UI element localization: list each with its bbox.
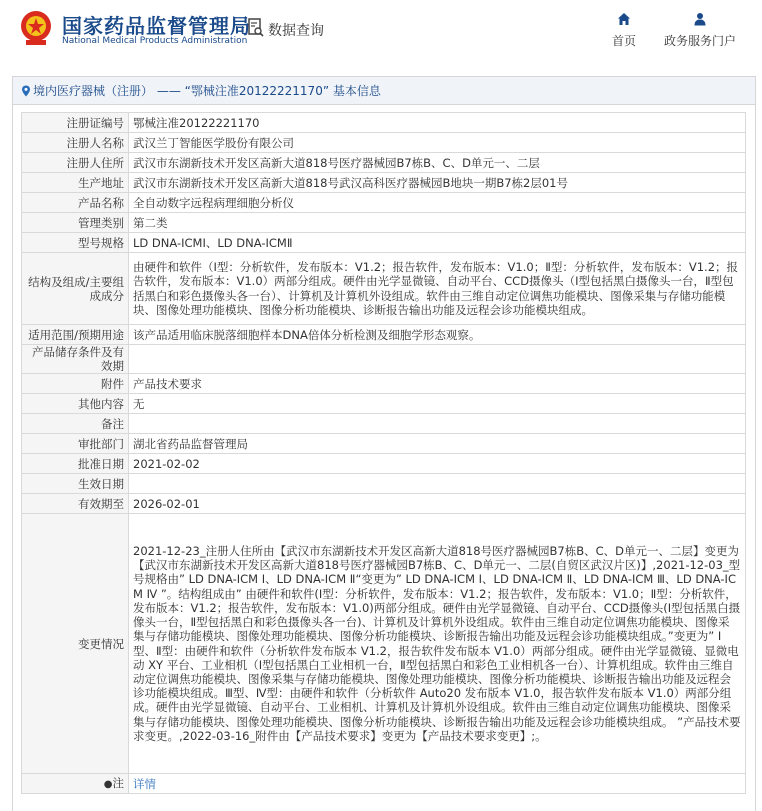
data-query-label: 数据查询	[268, 23, 324, 39]
table-row	[22, 233, 746, 253]
row-label: 其他内容	[22, 394, 129, 414]
row-value: 湖北省药品监督管理局	[129, 434, 746, 454]
row-label: 产品名称	[22, 193, 129, 213]
row-value: LD DNA-ICMⅠ、LD DNA-ICMⅡ	[129, 233, 746, 253]
row-value: 产品技术要求	[129, 374, 746, 394]
table-row	[22, 113, 746, 133]
row-label: 生效日期	[22, 474, 129, 494]
nav-home[interactable]	[607, 12, 641, 49]
record-table	[21, 112, 746, 794]
table-row	[22, 514, 746, 774]
nav-home-label: 首页	[611, 34, 636, 48]
table-row	[22, 454, 746, 474]
row-value: 2021-02-02	[129, 454, 746, 474]
row-label: 型号规格	[22, 233, 129, 253]
table-row	[22, 774, 746, 794]
row-value: 2021-12-23_注册人住所由【武汉市东湖新技术开发区高新大道818号医疗器械园B7栋B、C、D单元一、二层】变更为【武汉市东湖新技术开发区高新大道818号医疗器械园B7栋B、C、D单元一、二层(自贸区武汉片区)】,2021-12-03_型号规格由” LD DNA-ICM Ⅰ、LD DNA-ICM Ⅱ“变更为” LD DNA-ICM Ⅰ、LD DNA-ICM Ⅱ、LD DNA-ICM Ⅲ、LD DNA-ICM Ⅳ ”。结构组成由” 由硬件和软件(Ⅰ型：分析软件，发布版本：V1.2；报告软件，发布版本：V1.0；Ⅱ型：分析软件，发布版本：V1.2；报告软件，发布版本：V1.0)两部分组成。硬件由光学显微镜、自动平台、CCD摄像头(Ⅰ型包括黑白摄像头一台，Ⅱ型包括黑白和彩色摄像头各一台)、计算机及计算机外设组成。软件由三维自动定位调焦功能模块、图像采集与存储功能模块、图像处理功能模块、图像分析功能模块、诊断报告输出功能及远程会诊功能模块组成。”变更为” Ⅰ型、Ⅱ型：由硬件和软件（分析软件发布版本 V1.2，报告软件发布版本 V1.0）两部分组成。硬件由光学显微镜、显微电动 XY 平台、工业相机（Ⅰ型包括黑白工业相机一台，Ⅱ型包括黑白和彩色工业相机各一台）、计算机组成。软件由三维自动定位调焦功能模块、图像采集与存储功能模块、图像处理功能模块、图像分析功能模块、诊断报告输出功能及远程会诊功能模块组成。Ⅲ型、Ⅳ型：由硬件和软件（分析软件 Auto20 发布版本 V1.0，报告软件发布版本 V1.0）两部分组成。硬件由光学显微镜、自动平台、工业相机、计算机及计算机外设组成。软件由三维自动定位调焦功能模块、图像采集与存储功能模块、图像处理功能模块、图像分析功能模块、诊断报告输出功能及远程会诊功能模块组成。 ”产品技术要求变更。,2022-03-16_附件由【产品技术要求】变更为【产品技术要求变更】;。	[129, 514, 746, 774]
table-row	[22, 394, 746, 414]
table-row	[22, 153, 746, 173]
nav-gov-service-portal[interactable]	[660, 12, 740, 49]
row-value: 鄂械注准20122221170	[129, 113, 746, 133]
info-icon: ●	[103, 778, 113, 790]
table-row	[22, 474, 746, 494]
row-label: 有效期至	[22, 494, 129, 514]
location-pin-icon	[21, 85, 31, 97]
site-name-en: National Medical Products Administration	[62, 36, 248, 46]
document-search-icon	[248, 18, 264, 38]
row-value: 无	[129, 394, 746, 414]
row-label	[22, 774, 129, 794]
row-value	[129, 345, 746, 374]
note-label: 注	[112, 775, 124, 790]
table-row	[22, 494, 746, 514]
row-value: 武汉市东湖新技术开发区高新大道818号医疗器械园B7栋B、C、D单元一、二层	[129, 153, 746, 173]
row-label: 附件	[22, 374, 129, 394]
row-value: 武汉兰丁智能医学股份有限公司	[129, 133, 746, 153]
row-label: 注册人名称	[22, 133, 129, 153]
row-value	[129, 474, 746, 494]
detail-title-bar	[13, 77, 755, 105]
row-label: 管理类别	[22, 213, 129, 233]
row-value: 第二类	[129, 213, 746, 233]
row-label: 备注	[22, 414, 129, 434]
row-value: 2026-02-01	[129, 494, 746, 514]
row-value: 由硬件和软件（Ⅰ型：分析软件，发布版本：V1.2；报告软件，发布版本：V1.0；Ⅱ型：分析软件，发布版本：V1.2；报告软件，发布版本：V1.0）两部分组成。硬件由光学显微镜、自动平台、CCD摄像头（Ⅰ型包括黑白摄像头一台，Ⅱ型包括黑白和彩色摄像头各一台）、计算机及计算机外设组成。软件由三维自动定位调焦功能模块、图像采集与存储功能模块、图像处理功能模块、图像分析功能模块、诊断报告输出功能及远程会诊功能模块组成。	[129, 253, 746, 325]
row-label: 批准日期	[22, 454, 129, 474]
table-row	[22, 133, 746, 153]
row-value	[129, 414, 746, 434]
table-row	[22, 414, 746, 434]
row-label: 注册证编号	[22, 113, 129, 133]
table-row	[22, 193, 746, 213]
row-label: 变更情况	[22, 514, 129, 774]
national-emblem-icon	[18, 8, 54, 48]
table-row	[22, 173, 746, 193]
table-row	[22, 325, 746, 345]
detail-panel	[12, 76, 756, 811]
home-icon	[617, 12, 631, 26]
row-value	[129, 774, 746, 794]
detail-title: 境内医疗器械（注册） —— “鄂械注准20122221170” 基本信息	[33, 84, 381, 98]
site-name-cn: 国家药品监督管理局	[62, 14, 251, 38]
row-value: 武汉市东湖新技术开发区高新大道818号武汉高科医疗器械园B地块一期B7栋2层01号	[129, 173, 746, 193]
table-row	[22, 374, 746, 394]
row-label: 注册人住所	[22, 153, 129, 173]
row-label: 结构及组成/主要组成成分	[22, 253, 129, 325]
table-row	[22, 345, 746, 374]
detail-link[interactable]: 详情	[133, 776, 156, 791]
nav-portal-label: 政务服务门户	[663, 34, 736, 48]
table-row	[22, 434, 746, 454]
row-label: 产品储存条件及有效期	[22, 345, 129, 374]
row-label: 生产地址	[22, 173, 129, 193]
site-header	[0, 0, 762, 62]
table-row	[22, 213, 746, 233]
row-label: 适用范围/预期用途	[22, 325, 129, 345]
row-value: 该产品适用临床脱落细胞样本DNA倍体分析检测及细胞学形态观察。	[129, 325, 746, 345]
user-icon	[693, 12, 707, 26]
row-value: 全自动数字远程病理细胞分析仪	[129, 193, 746, 213]
table-row	[22, 253, 746, 325]
row-label: 审批部门	[22, 434, 129, 454]
